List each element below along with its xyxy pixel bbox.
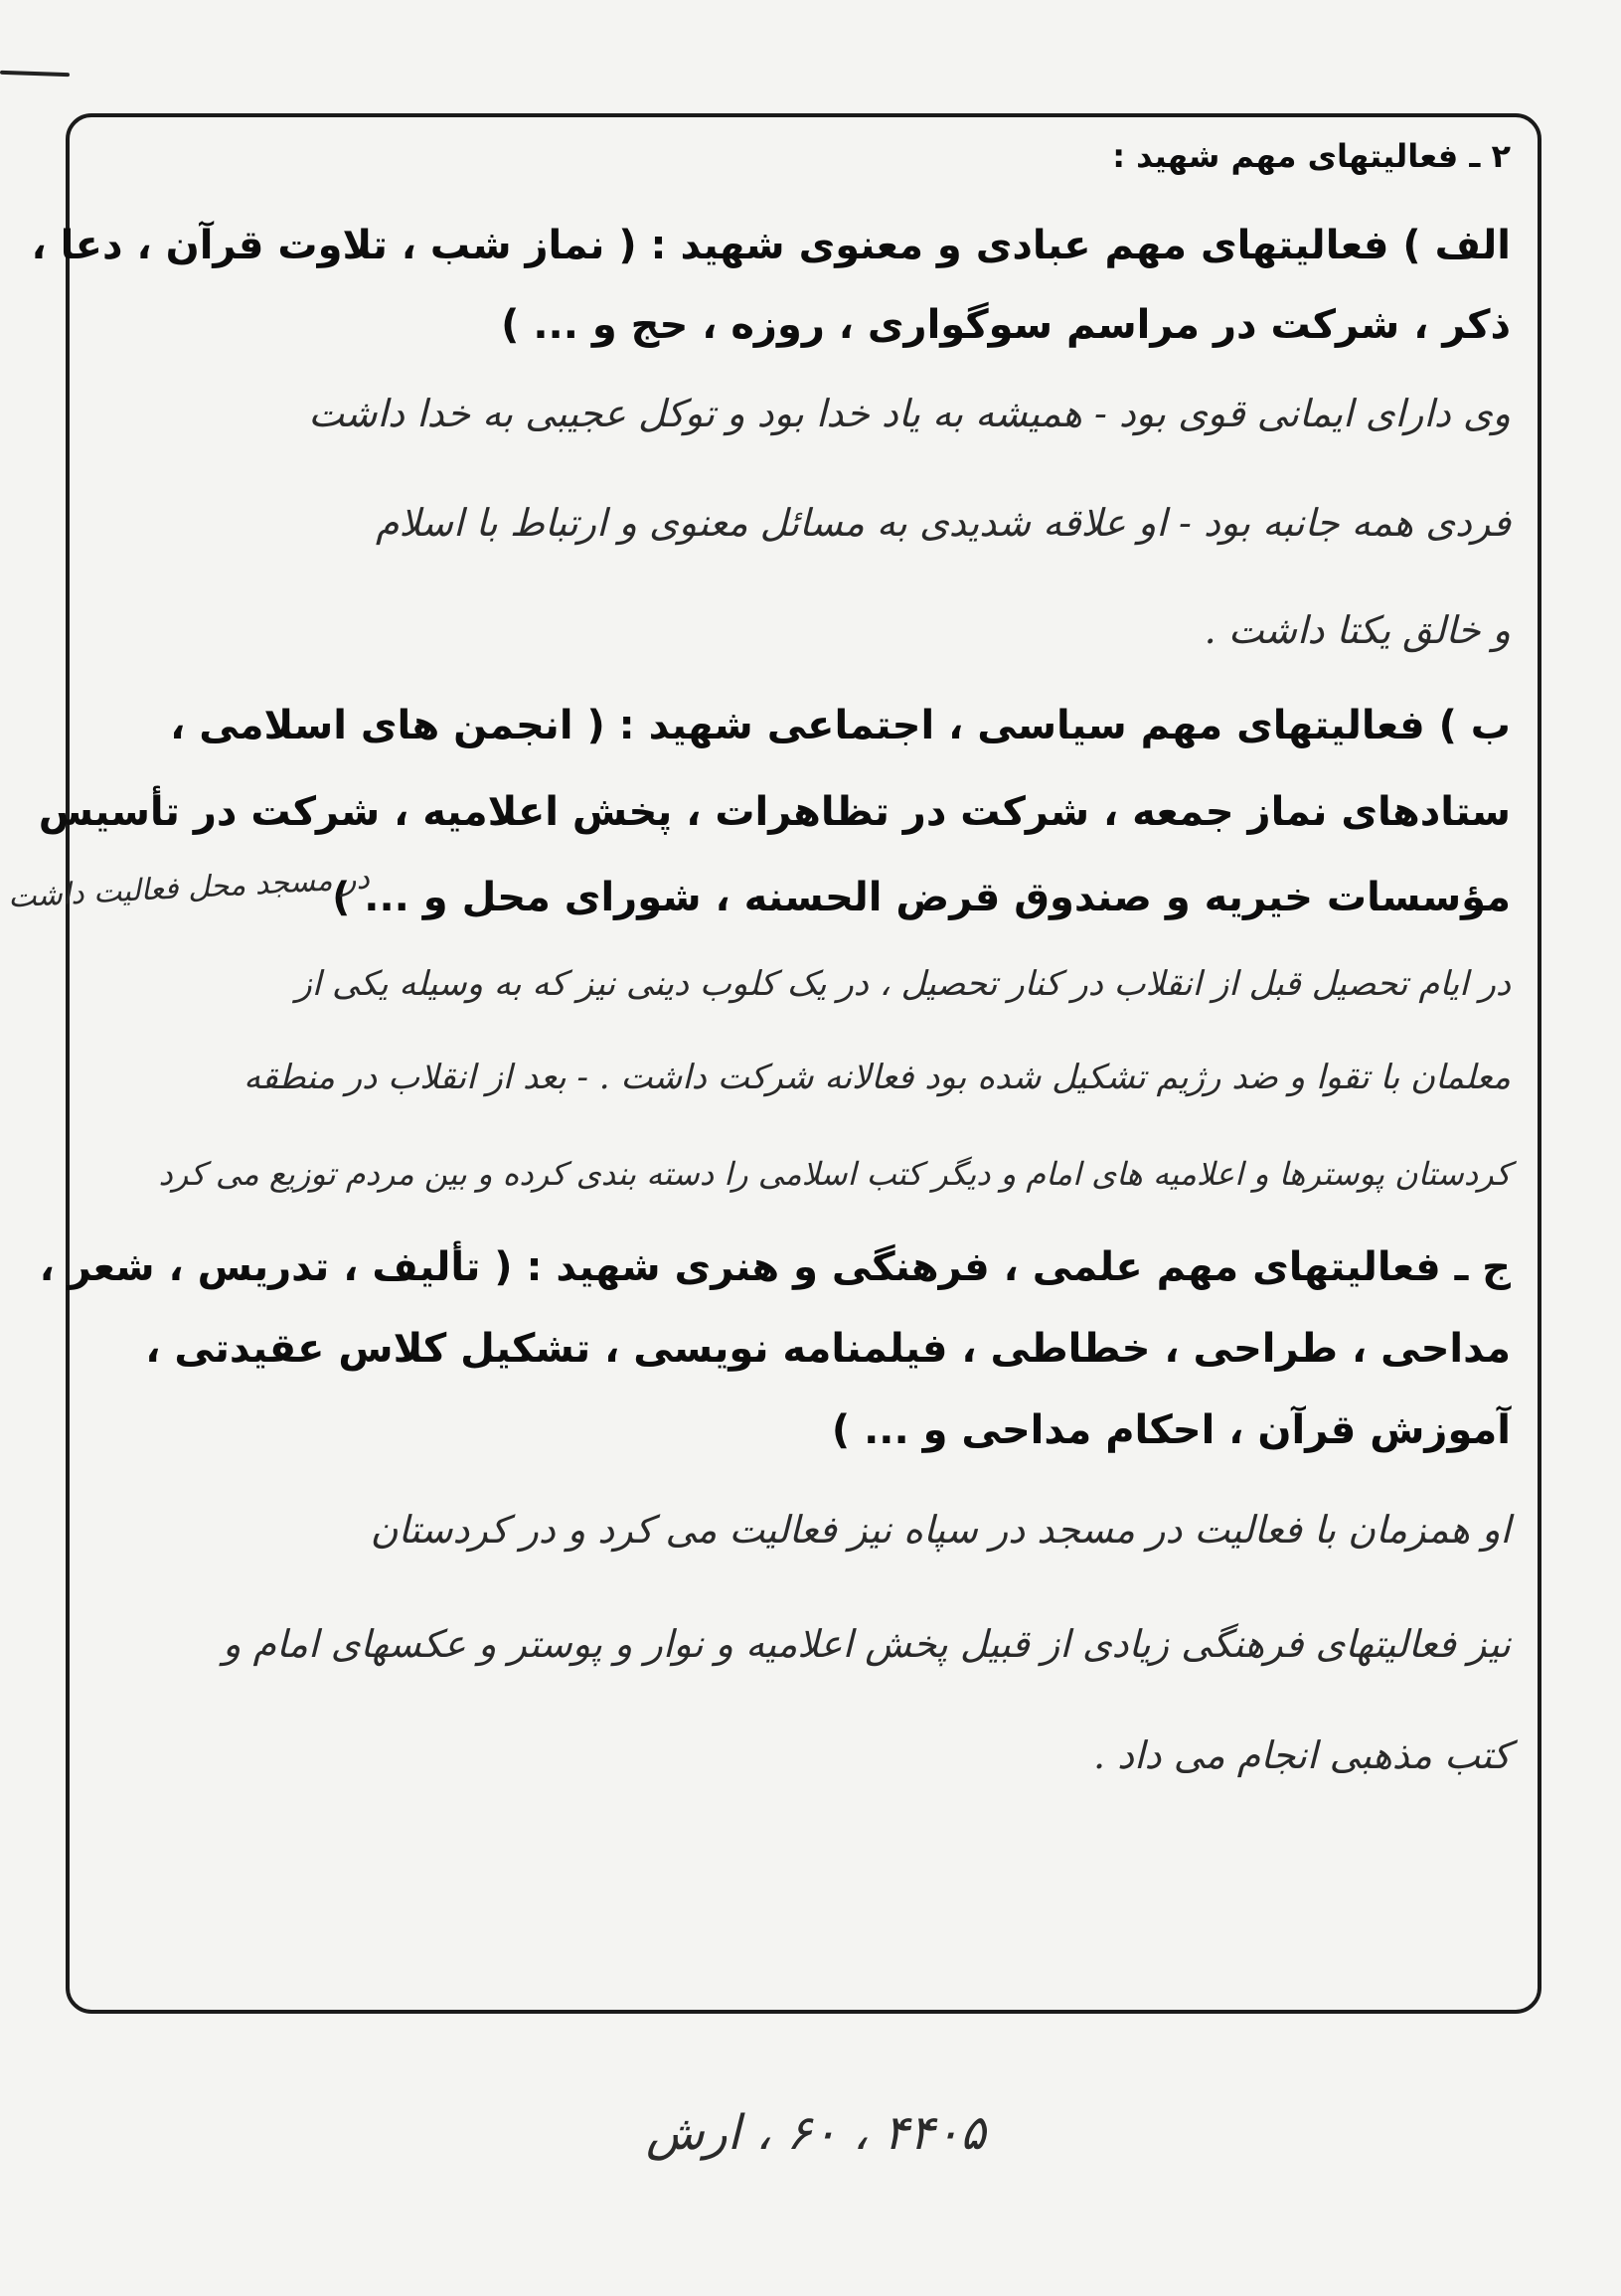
cultural-answer-line-2: نیز فعالیتهای فرهنگی زیادی از قبیل پخش اعلامیه و نوار و پوستر و عکسهای امام و xyxy=(223,1622,1511,1666)
political-answer-line-3: کردستان پوسترها و اعلامیه های امام و دیگر کتب اسلامی را دسته بندی کرده و بین مردم توزیع می کرد xyxy=(158,1155,1511,1193)
worship-answer-line-2: فردی همه جانبه بود - او علاقه شدیدی به مسائل معنوی و ارتباط با اسلام xyxy=(375,501,1511,545)
political-prompt-line-3: مؤسسات خیریه و صندوق قرض الحسنه ، شورای محل و ... ) xyxy=(332,875,1511,920)
margin-handwritten-note: در مسجد محل فعالیت داشت xyxy=(7,861,371,915)
form-page xyxy=(31,131,1511,2000)
footer-handwritten-code: ۴۴۰۵ ، ۶۰ ، ارش xyxy=(646,2105,986,2161)
political-answer-line-1: در ایام تحصیل قبل از انقلاب در کنار تحصیل ، در یک کلوب دینی نیز که به وسیله یکی از xyxy=(295,964,1511,1004)
worship-answer-line-1: وی دارای ایمانی قوی بود - همیشه به یاد خدا بود و توکل عجیبی به خدا داشت xyxy=(308,392,1511,435)
cultural-prompt-line-1: ج ـ فعالیتهای مهم علمی ، فرهنگی و هنری شهید : ( تألیف ، تدریس ، شعر ، xyxy=(39,1244,1511,1290)
political-prompt-line-2: ستادهای نماز جمعه ، شرکت در تظاهرات ، پخش اعلامیه ، شرکت در تأسیس xyxy=(38,789,1511,835)
cultural-prompt-line-2: مداحی ، طراحی ، خطاطی ، فیلمنامه نویسی ، تشکیل کلاس عقیدتی ، xyxy=(145,1326,1511,1372)
cultural-answer-line-3: کتب مذهبی انجام می داد . xyxy=(1092,1733,1511,1777)
scan-edge-mark xyxy=(0,71,70,77)
cultural-prompt-line-3: آموزش قرآن ، احکام مداحی و ... ) xyxy=(831,1407,1511,1453)
worship-prompt-line-2: ذکر ، شرکت در مراسم سوگواری ، روزه ، حج و ... ) xyxy=(501,302,1511,348)
worship-answer-line-3: و خالق یکتا داشت . xyxy=(1204,608,1511,652)
section-title: ۲ ـ فعالیتهای مهم شهید : xyxy=(1112,137,1511,175)
political-answer-line-2: معلمان با تقوا و ضد رژیم تشکیل شده بود فعالانه شرکت داشت . - بعد از انقلاب در منطقه xyxy=(243,1058,1511,1097)
political-prompt-line-1: ب ) فعالیتهای مهم سیاسی ، اجتماعی شهید : ( انجمن های اسلامی ، xyxy=(170,703,1511,748)
worship-prompt-line-1: الف ) فعالیتهای مهم عبادی و معنوی شهید : ( نماز شب ، تلاوت قرآن ، دعا ، xyxy=(31,223,1511,268)
cultural-answer-line-1: او همزمان با فعالیت در مسجد در سپاه نیز فعالیت می کرد و در کردستان xyxy=(370,1508,1511,1552)
